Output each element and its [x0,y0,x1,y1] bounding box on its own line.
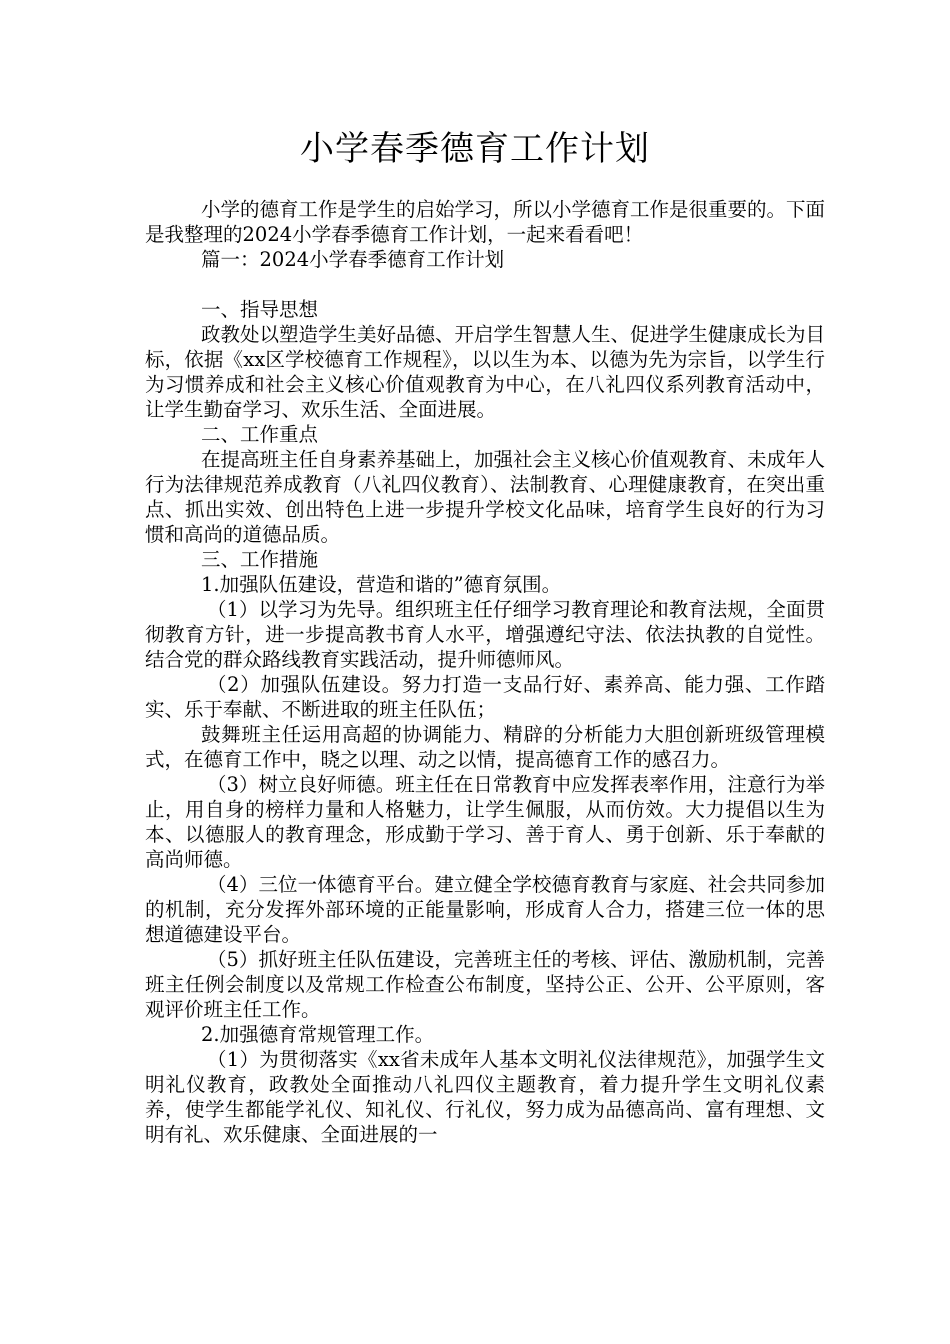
document-body [145,197,825,1147]
subheading-routine-management: 2.加强德育常规管理工作。 [201,1023,435,1046]
paragraph-work-focus: 在提高班主任自身素养基础上，加强社会主义核心价值观教育、未成年人行为法律规范养成教育（八礼四仪教育）、法制教育、心理健康教育，在突出重点、抓出实效、创出特色上进一步提升学校文化品味，培育学生良好的行为习惯和高尚的道德品质。 [145,448,826,546]
paragraph-measure-3: （3）树立良好师德。班主任在日常教育中应发挥表率作用，注意行为举止，用自身的榜样力量和人格魅力，让学生佩服，从而仿效。大力提倡以生为本、以德服人的教育理念，形成勤于学习、善于育人、勇于创新、乐于奉献的高尚师德。 [145,773,825,871]
paragraph-measure-4: （4）三位一体德育平台。建立健全学校德育教育与家庭、社会共同参加的机制，充分发挥外部环境的正能量影响，形成育人合力，搭建三位一体的思想道德建设平台。 [145,873,825,946]
document-title: 小学春季德育工作计划 [300,129,650,169]
heading-work-focus: 二、工作重点 [201,423,319,446]
paragraph-guiding-thought: 政教处以塑造学生美好品德、开启学生智慧人生、促进学生健康成长为目标，依据《xx区学校德育工作规程》，以以生为本、以德为先为宗旨，以学生行为习惯养成和社会主义核心价值观教育为中心，在八礼四仪系列教育活动中，让学生勤奋学习、欢乐生活、全面进展。 [145,323,826,421]
paragraph-measure-2: （2）加强队伍建设。努力打造一支品行好、素养高、能力强、工作踏实、乐于奉献、不断进取的班主任队伍； [145,673,825,721]
paragraph-measure-1: （1）以学习为先导。组织班主任仔细学习教育理论和教育法规，全面贯彻教育方针，进一步提高教书育人水平，增强遵纪守法、依法执教的自觉性。结合党的群众路线教育实践活动，提升师德师风。 [145,598,825,671]
heading-work-measures: 三、工作措施 [201,548,319,571]
paragraph-routine-1: （1）为贯彻落实《xx省未成年人基本文明礼仪法律规范》，加强学生文明礼仪教育，政教处全面推动八礼四仪主题教育，着力提升学生文明礼仪素养，使学生都能学礼仪、知礼仪、行礼仪，努力成为品德高尚、富有理想、文明有礼、欢乐健康、全面进展的一 [145,1048,825,1146]
section-heading-part-one: 篇一：2024小学春季德育工作计划 [201,248,505,271]
heading-guiding-thought: 一、指导思想 [201,298,319,321]
blank-line [145,272,825,297]
paragraph-encourage-teachers: 鼓舞班主任运用高超的协调能力、精辟的分析能力大胆创新班级管理模式，在德育工作中，晓之以理、动之以情，提高德育工作的感召力。 [145,723,825,771]
subheading-team-building: 1.加强队伍建设，营造和谐的”德育氛围。 [201,573,562,596]
intro-paragraph: 小学的德育工作是学生的启始学习，所以小学德育工作是很重要的。下面是我整理的2024小学春季德育工作计划，一起来看看吧！ [145,198,826,246]
paragraph-measure-5: （5）抓好班主任队伍建设，完善班主任的考核、评估、激励机制，完善班主任例会制度以及常规工作检查公布制度，坚持公正、公开、公平原则，客观评价班主任工作。 [145,948,825,1021]
